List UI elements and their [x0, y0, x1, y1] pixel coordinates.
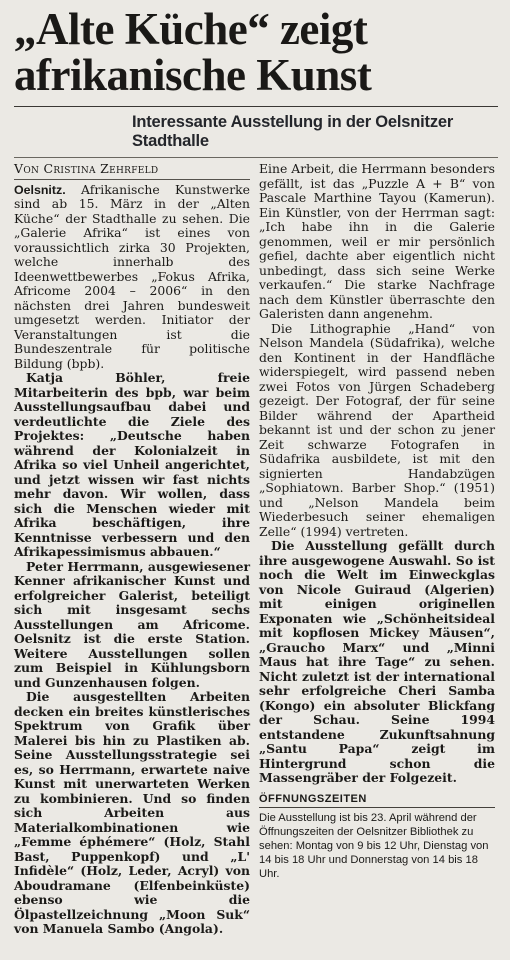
opening-hours-title: ÖFFNUNGSZEITEN [259, 792, 495, 809]
paragraph-mandela: Die Lithographie „Hand“ von Nelson Mandela (Südafrika), welche den Kontinent in der Handfläche widerspiegelt, wird passend neben zwei Fotos von Jürgen Schadeberg gezeigt. Der Fotograf, der für seine Bilder während der Apartheid bekannt ist und der schon zu jener Zeit schwarze Fotografen in Südafrika ausbildete, ist mit den signierten Handabzügen „Sophiatown. Barber Shop.“ (1951) und „Nelson Mandela beim Wiederbesuch seiner ehemaligen Zelle“ (1994) vertreten. [259, 320, 495, 539]
article-columns [14, 162, 498, 937]
right-column [259, 162, 495, 937]
paragraph-puzzle: Eine Arbeit, die Herrmann besonders gefällt, ist das „Puzzle A + B“ von Pascale Marthine Tayou (Kamerun). Ein Künstler, von der Herrman sagt: „Ich habe ihn in die Galerie genommen, weil er mir persönlich gefiel, dachte aber eigentlich nicht unbedingt, dass sich seine Werke verkaufen.“ Die starke Nachfrage nach dem Künstler überraschte den Galeristen dann angenehm. [259, 161, 496, 321]
byline: Von Cristina Zehrfeld [14, 162, 250, 180]
paragraph-works: Die ausgestellten Arbeiten decken ein breites künstlerisches Spektrum von Grafik über Malerei bis hin zu Plastiken ab. Seine Ausstellungsstrategie sei es, so Herrmann, erwartete naive Kunst mit unerwarteten Werken zu kombinieren. Und so finden sich Arbeiten aus Materialkombinationen wie „Femme éphémere“ (Holz, Stahl Bast, Puppenkopf) und „L' Infidèle“ (Holz, Leder, Acryl) von Aboudramane (Elfenbeinküste) ebenso wie die Ölpastellzeichnung „Moon Suk“ von Manuela Sambo (Angola). [14, 689, 250, 936]
paragraph-selection: Die Ausstellung gefällt durch ihre ausgewogene Auswahl. So ist noch die Welt im Einweckglas von Nicole Guiraud (Algerien) mit einigen originellen Exponaten wie „Schönheitsideal mit kopflosen Mickey Mäusen“, „Graucho Marx“ und „Minni Maus hat ihre Tage“ zu sehen. Nicht zuletzt ist der international sehr erfolgreiche Cheri Samba (Kongo) ein absoluter Blickfang der Schau. Seine 1994 entstandene Zukunftsahnung „Santu Papa“ zeigt im Hintergrund schon die Massengräber der Folgezeit. [259, 538, 495, 785]
opening-hours-text: Die Ausstellung ist bis 23. April während der Öffnungszeiten der Oelsnitzer Bibliothek zu sehen: Montag von 9 bis 12 Uhr, Dienstag von 14 bis 18 Uhr und Donnerstag von 14 bis 18 Uhr. [259, 812, 489, 880]
headline-line-1: „Alte Küche“ zeigt [14, 4, 368, 54]
headline-rule [14, 106, 498, 107]
paragraph-herrmann: Peter Herrmann, ausgewiesener Kenner afrikanischer Kunst und erfolgreicher Galerist, beteiligt sich mit insgesamt sechs Ausstellungen am Africome. Oelsnitz ist die erste Station. Weitere Ausstellungen sollen zum Beispiel in Kühlungsborn und Gunzenhausen folgen. [14, 558, 250, 690]
paragraph-intro [14, 183, 250, 372]
headline-line-2: afrikanische Kunst [14, 50, 372, 100]
left-column [14, 162, 250, 937]
dateline: Oelsnitz. [14, 182, 66, 197]
headline [14, 6, 498, 98]
subheadline: Interessante Ausstellung in der Oelsnitzer Stadthalle [132, 113, 454, 150]
subheadline-rule [14, 157, 498, 158]
intro-text: Afrikanische Kunstwerke sind ab 15. März in der „Alten Küche“ der Stadthalle zu sehen. Die „Galerie Afrika“ ist eines von voraussichtlich zirka 30 Projekten, welche innerhalb des Ideenwettbewerbes „Fokus Afrika, Africome 2004 – 2006“ in den nächsten drei Jahren bundesweit umgesetzt werden. Initiator der Veranstaltungen ist die Bundeszentrale für politische Bildung (bpb). [14, 181, 250, 371]
paragraph-quote: Katja Böhler, freie Mitarbeiterin des bpb, war beim Ausstellungsaufbau dabei und verdeutlichte die Ziele des Projektes: „Deutsche haben während der Kolonialzeit in Afrika so viel Unheil angerichtet, und jetzt wissen wir fast nichts mehr davon. Wir wollen, dass sich die Menschen wieder mit Afrika beschäftigen, ihre Kenntnisse verbessern und den Afrikapessimismus abbauen.“ [14, 370, 250, 559]
